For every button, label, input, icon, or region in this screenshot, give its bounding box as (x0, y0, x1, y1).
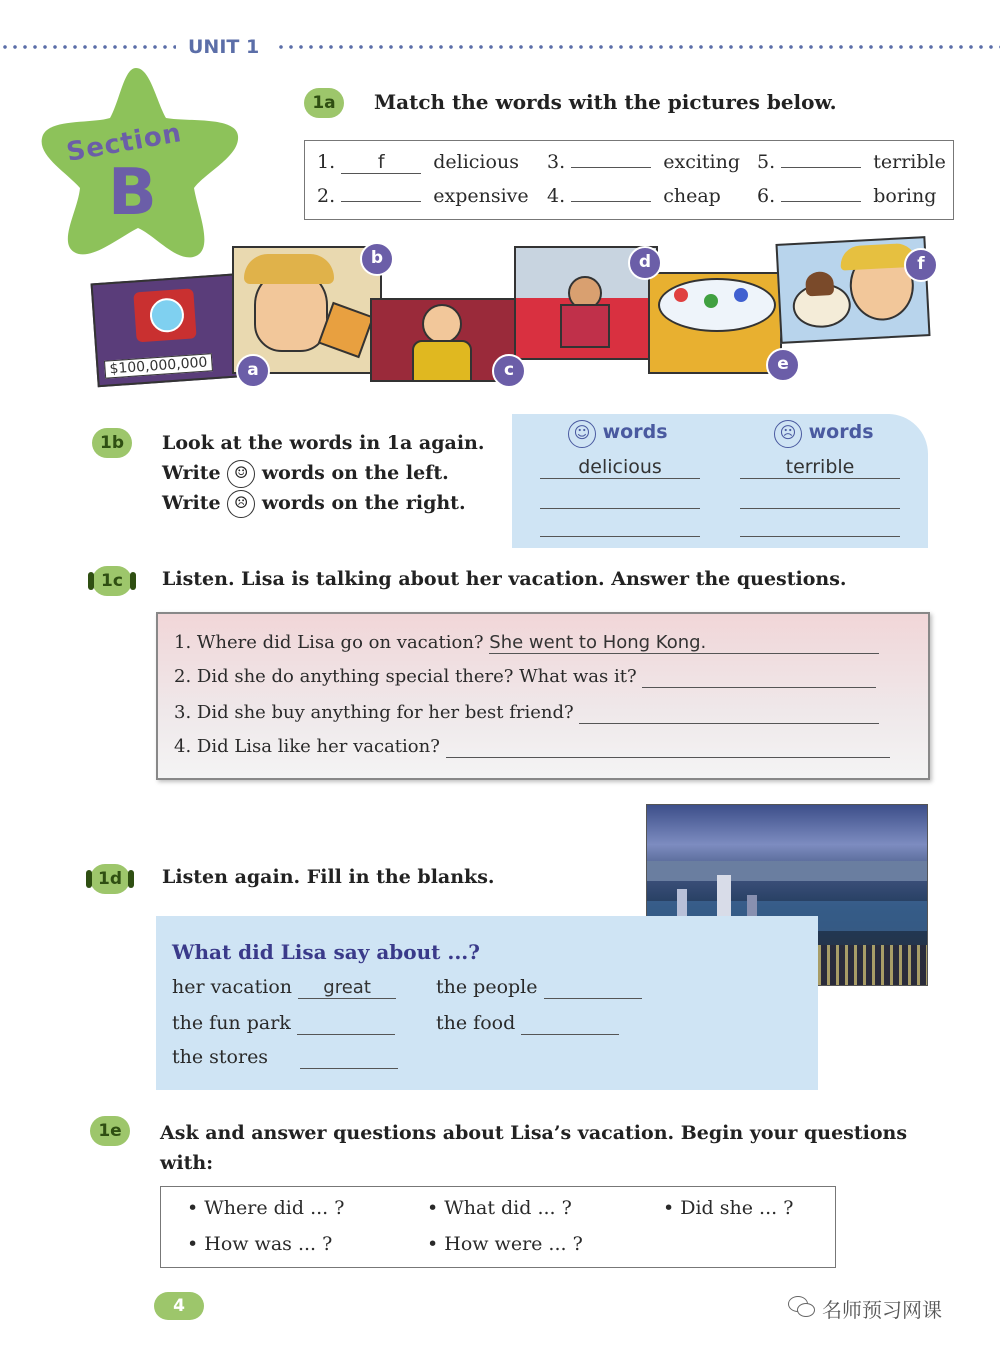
answer-input[interactable] (642, 666, 876, 688)
blank-label: the fun park (172, 1012, 291, 1034)
question-text: 4. Did Lisa like her vacation? (174, 736, 440, 757)
happy-word-input[interactable]: delicious (540, 456, 700, 479)
smiley-icon: ☺ (227, 460, 255, 488)
price-tag: $100,000,000 (104, 353, 213, 378)
match-word: delicious (433, 151, 519, 173)
match-num: 5. (757, 151, 776, 173)
instruction-1d: Listen again. Fill in the blanks. (162, 866, 495, 888)
picture-f-delicious-food (775, 236, 930, 344)
blank-label: the food (436, 1012, 516, 1034)
match-num: 4. (547, 185, 566, 207)
match-item-1 (317, 151, 519, 174)
happy-word-input-2[interactable] (540, 508, 700, 509)
blank-label: her vacation (172, 976, 293, 998)
picture-label-f: f (904, 248, 938, 282)
answer-input[interactable] (446, 736, 890, 758)
picture-a-expensive (91, 273, 252, 387)
happy-word-input-3[interactable] (540, 536, 700, 537)
sad-header-text: words (808, 421, 874, 443)
match-item-5 (757, 151, 946, 173)
match-word: expensive (433, 185, 529, 207)
match-answer-input[interactable]: f (341, 151, 421, 174)
prompt-what: • What did ... ? (427, 1197, 572, 1219)
badge-1b: 1b (92, 428, 132, 458)
sad-word-input[interactable]: terrible (740, 456, 900, 479)
prompts-box (160, 1186, 836, 1268)
blank-label: the people (436, 976, 538, 998)
badge-1e: 1e (90, 1116, 130, 1146)
prompt-where: • Where did ... ? (187, 1197, 345, 1219)
sad-word-input-2[interactable] (740, 508, 900, 509)
picture-label-d: d (628, 246, 662, 280)
section-letter: B (108, 156, 157, 230)
prompt-did-she: • Did she ... ? (663, 1197, 794, 1219)
picture-label-b: b (360, 242, 394, 276)
question-4 (174, 736, 890, 758)
blank-input[interactable] (544, 976, 642, 999)
match-answer-input[interactable] (571, 167, 651, 168)
picture-label-c: c (492, 354, 526, 388)
match-box (304, 140, 954, 220)
instruction-1b-line3 (162, 488, 484, 518)
match-answer-input[interactable] (571, 201, 651, 202)
blank-input[interactable]: great (298, 977, 396, 999)
blank-item-vacation (172, 976, 396, 999)
sad-words-header (774, 420, 874, 448)
prompt-how-were: • How were ... ? (427, 1233, 583, 1255)
badge-1c: 1c (92, 566, 132, 596)
match-word: terrible (873, 151, 946, 173)
picture-label-e: e (766, 348, 800, 382)
section-word: Section (64, 118, 185, 168)
blank-item-stores (172, 1046, 398, 1069)
instruction-right-text: words on the right. (261, 492, 466, 514)
match-answer-input[interactable] (341, 201, 421, 202)
blank-input[interactable] (297, 1012, 395, 1035)
blank-label: the stores (172, 1046, 269, 1068)
instruction-1b-line1: Look at the words in 1a again. (162, 432, 485, 454)
header-dots-left (0, 44, 176, 50)
write-word: Write (162, 462, 221, 484)
smiley-icon: ☺ (568, 420, 596, 448)
question-1 (174, 632, 879, 654)
match-num: 2. (317, 185, 336, 207)
answer-input[interactable] (579, 702, 879, 724)
question-text: 1. Where did Lisa go on vacation? (174, 632, 484, 653)
unit-label: UNIT 1 (188, 36, 260, 58)
sad-word-input-3[interactable] (740, 536, 900, 537)
question-3 (174, 702, 879, 724)
match-item-3 (547, 151, 740, 173)
instruction-1a: Match the words with the pictures below. (374, 90, 837, 114)
match-word: exciting (663, 151, 741, 173)
questions-box (156, 612, 930, 780)
happy-header-text: words (602, 421, 668, 443)
instruction-1b (162, 428, 484, 518)
instruction-1e-line1: Ask and answer questions about Lisa’s vacation. Begin your questions (160, 1122, 908, 1144)
blank-input[interactable] (521, 1012, 619, 1035)
instruction-1e-line2: with: (160, 1152, 214, 1174)
write-word: Write (162, 492, 221, 514)
header-dots-right (276, 44, 1000, 50)
frown-icon: ☹ (227, 490, 255, 518)
question-text: 3. Did she buy anything for her best friend? (174, 702, 574, 723)
match-answer-input[interactable] (781, 167, 861, 168)
blank-input[interactable] (300, 1046, 398, 1069)
page-number: 4 (154, 1292, 204, 1320)
badge-1d: 1d (90, 864, 130, 894)
match-word: cheap (663, 185, 721, 207)
happy-words-header (568, 420, 668, 448)
match-num: 3. (547, 151, 566, 173)
frown-icon: ☹ (774, 420, 802, 448)
match-word: boring (873, 185, 937, 207)
watermark-text: 名师预习网课 (822, 1298, 942, 1322)
picture-e-cheap-gumball (648, 272, 782, 374)
instruction-1c: Listen. Lisa is talking about her vacation. Answer the questions. (162, 568, 847, 590)
match-item-6 (757, 185, 936, 207)
question-2 (174, 666, 876, 688)
wechat-icon (788, 1296, 816, 1318)
match-item-2 (317, 185, 529, 207)
fill-blanks-box (156, 916, 818, 1090)
blank-item-people (436, 976, 642, 999)
words-box (512, 414, 928, 548)
blank-item-fun-park (172, 1012, 395, 1035)
badge-1a: 1a (304, 88, 344, 118)
box-title: What did Lisa say about ...? (172, 940, 480, 964)
match-item-4 (547, 185, 721, 207)
prompt-how-was: • How was ... ? (187, 1233, 333, 1255)
match-num: 1. (317, 151, 336, 173)
instruction-1b-line2 (162, 458, 484, 488)
picture-label-a: a (236, 354, 270, 388)
blank-item-food (436, 1012, 619, 1035)
instruction-left-text: words on the left. (261, 462, 449, 484)
match-answer-input[interactable] (781, 201, 861, 202)
answer-input[interactable]: She went to Hong Kong. (489, 632, 879, 654)
question-text: 2. Did she do anything special there? What was it? (174, 666, 637, 687)
instruction-1e (160, 1118, 907, 1178)
match-num: 6. (757, 185, 776, 207)
